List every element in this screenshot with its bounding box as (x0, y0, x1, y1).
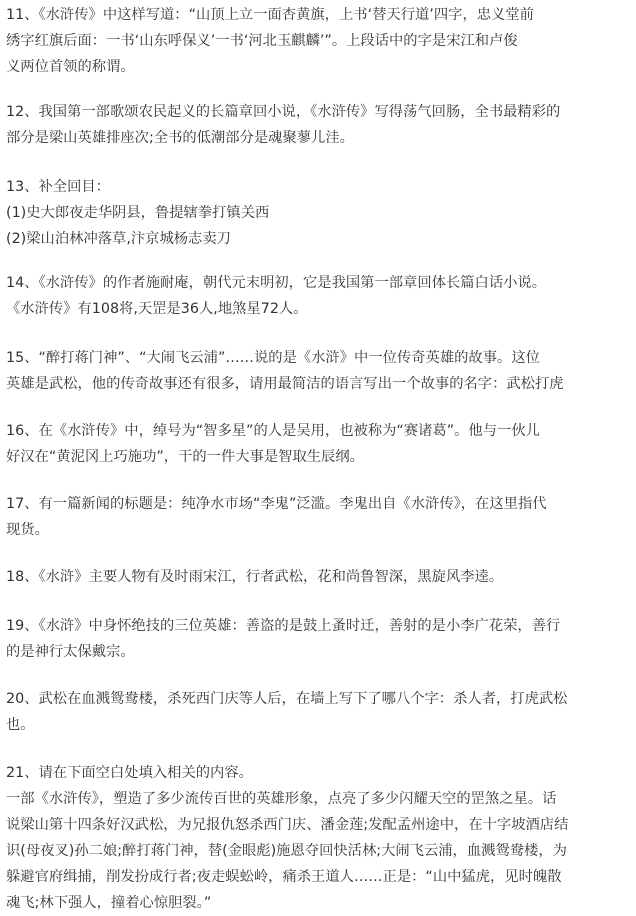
text-line: 部分是梁山英雄排座次;全书的低潮部分是魂聚蓼儿洼。 (6, 130, 354, 146)
text-line: 好汉在“黄泥冈上巧施功”，干的一件大事是智取生辰纲。 (6, 449, 364, 465)
paragraph-item-20 (6, 686, 630, 738)
paragraph-item-16 (6, 418, 630, 470)
text-line: 义两位首领的称谓。 (6, 59, 135, 75)
text-line: 也。 (6, 717, 35, 733)
text-line: 14、《水浒传》的作者施耐庵，朝代元末明初，它是我国第一部章回体长篇白话小说。 (6, 275, 547, 291)
text-line: 17、有一篇新闻的标题是：纯净水市场“李鬼”泛滥。李鬼出自《水浒传》，在这里指代 (6, 496, 547, 512)
text-line: 13、补全回目： (6, 179, 110, 195)
paragraph-item-15 (6, 345, 630, 397)
paragraph-item-13 (6, 174, 630, 252)
text-line: 20、武松在血溅鸳鸯楼，杀死西门庆等人后，在墙上写下了哪八个字：杀人者，打虎武松 (6, 691, 568, 707)
text-line: 魂飞;林下强人，撞着心惊胆裂。” (6, 895, 212, 911)
text-line: 《水浒传》有108将,天罡是36人,地煞星72人。 (6, 301, 308, 317)
paragraph-item-12 (6, 99, 630, 151)
text-line: 的是神行太保戴宗。 (6, 644, 135, 660)
text-line: 现货。 (6, 522, 49, 538)
text-line: 一部《水浒传》，塑造了多少流传百世的英雄形象，点亮了多少闪耀天空的罡煞之星。话 (6, 791, 557, 807)
text-line: 12、我国第一部歌颂农民起义的长篇章回小说，《水浒传》写得荡气回肠，全书最精彩的 (6, 104, 561, 120)
text-line: 躲避官府缉捕，削发扮成行者;夜走蜈蚣岭，痛杀王道人……正是：“山中猛虎，见时魄散 (6, 869, 562, 885)
text-line: 16、在《水浒传》中，绰号为“智多星”的人是吴用，也被称为“赛诸葛”。他与一伙儿 (6, 423, 540, 439)
text-line: 11、《水浒传》中这样写道：“山顶上立一面杏黄旗，上书‘替天行道’四字，忠义堂前 (6, 7, 534, 23)
text-line: 绣字红旗后面：一书‘山东呼保义’一书‘河北玉麒麟’”。上段话中的字是宋江和卢俊 (6, 33, 518, 49)
text-line: (1)史大郎夜走华阴县，鲁提辖拳打镇关西 (6, 205, 270, 221)
text-line: 识(母夜叉)孙二娘;醉打蒋门神，替(金眼彪)施恩夺回快活林;大闹飞云浦，血溅鸳鸯楼，为 (6, 843, 567, 859)
paragraph-item-17 (6, 491, 630, 543)
text-line: 19、《水浒》中身怀绝技的三位英雄：善盗的是鼓上蚤时迁，善射的是小李广花荣，善行 (6, 618, 561, 634)
paragraph-item-11 (6, 2, 630, 80)
text-line: 英雄是武松，他的传奇故事还有很多，请用最简洁的语言写出一个故事的名字：武松打虎 (6, 376, 564, 392)
text-line: (2)梁山泊林冲落草,汴京城杨志卖刀 (6, 231, 231, 247)
text-line: 15、“醉打蒋门神”、“大闹飞云浦”……说的是《水浒》中一位传奇英雄的故事。这位 (6, 350, 540, 366)
paragraph-item-21 (6, 760, 630, 916)
text-line: 说梁山第十四条好汉武松，为兄报仇怒杀西门庆、潘金莲;发配孟州途中，在十字坡酒店结 (6, 817, 569, 833)
text-line: 18、《水浒》主要人物有及时雨宋江，行者武松，花和尚鲁智深，黑旋风李逵。 (6, 569, 504, 585)
paragraph-item-14 (6, 270, 630, 322)
paragraph-item-19 (6, 613, 630, 665)
paragraph-item-18 (6, 564, 630, 590)
text-line: 21、请在下面空白处填入相关的内容。 (6, 765, 253, 781)
